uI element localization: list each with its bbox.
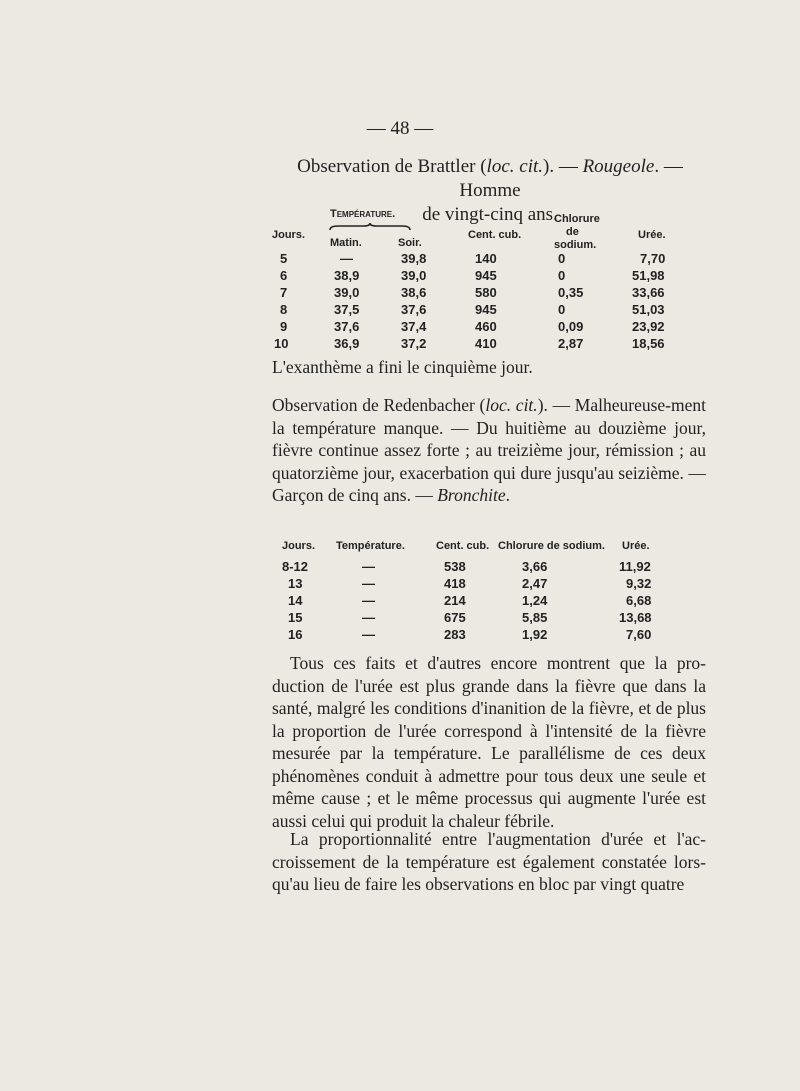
t2-r2-chlorure: 1,24 (522, 593, 548, 608)
t1-r4-cent: 460 (475, 319, 497, 334)
t1-header-chlorure-1: Chlorure (554, 213, 600, 225)
obs2-disease: Bronchite (437, 485, 506, 505)
t2-header-temperature: Température. (336, 540, 405, 552)
t1-header-soir: Soir. (398, 237, 422, 249)
t1-r0-soir: 39,8 (401, 251, 427, 266)
t2-r4-chlorure: 1,92 (522, 627, 548, 642)
t2-header-jours: Jours. (282, 540, 316, 552)
t1-r3-matin: 37,5 (334, 302, 360, 317)
t2-r1-jour: 13 (288, 576, 303, 591)
obs2-text-c: . (505, 485, 510, 505)
t2-r2-cent: 214 (444, 593, 466, 608)
t1-header-jours: Jours. (272, 229, 306, 241)
t1-r5-cent: 410 (475, 336, 497, 351)
t2-r4-temp: — (362, 627, 375, 642)
t1-r0-jour: 5 (280, 251, 288, 266)
t2-header-uree: Urée. (622, 540, 650, 552)
t1-r2-chlorure: 0,35 (558, 285, 584, 300)
paragraph-proport-text: La proportionnalité entre l'augmentation d'urée et l'ac-croissement de la température est également constatée lors-qu'au lieu de faire les observations en bloc par vingt quatre (272, 829, 706, 894)
t1-r2-cent: 580 (475, 285, 497, 300)
t1-r3-cent: 945 (475, 302, 497, 317)
t2-r3-uree: 13,68 (619, 610, 652, 625)
table-1 (270, 205, 710, 355)
t2-r4-jour: 16 (288, 627, 303, 642)
obs1-disease: Rougeole (582, 156, 655, 177)
paragraph-tous-ces-faits (272, 652, 706, 832)
t1-r3-uree: 51,03 (632, 302, 665, 317)
t1-r1-soir: 39,0 (401, 268, 427, 283)
t2-r0-uree: 11,92 (619, 559, 651, 574)
obs2-loc-cit: loc. cit. (485, 395, 538, 415)
t1-r5-uree: 18,56 (632, 336, 665, 351)
t1-header-temperature: Température. (330, 208, 396, 220)
t1-header-cent-cub: Cent. cub. (468, 229, 522, 241)
t2-r4-uree: 7,60 (626, 627, 652, 642)
t1-r4-soir: 37,4 (401, 319, 427, 334)
t1-r4-uree: 23,92 (632, 319, 665, 334)
obs1-text-b: ). — (543, 156, 583, 177)
t2-r1-chlorure: 2,47 (522, 576, 548, 591)
obs2-text-a: Observation de Redenbacher ( (272, 395, 486, 415)
t2-r2-temp: — (362, 593, 375, 608)
obs2-text-b: ). — Malheureuse-ment la température manque. — Du huitième au douzième jour, fièvre continue assez forte ; au treizième jour, rémission ; au quatorzième jour, exacerbation qui dure jusqu'au seizième. — Garçon de cinq ans. — (272, 395, 707, 505)
t1-header-chlorure-2: de (566, 226, 579, 238)
observation-2-paragraph (272, 394, 706, 507)
t2-header-cent-cub: Cent. cub. (436, 540, 490, 552)
table-2 (270, 540, 710, 640)
paragraph-proportionnalite (272, 828, 706, 896)
t2-r3-jour: 15 (288, 610, 303, 625)
t1-r0-uree: 7,70 (640, 251, 666, 266)
t1-r4-matin: 37,6 (334, 319, 360, 334)
t2-r0-jour: 8-12 (282, 559, 309, 574)
observation-1-title-line1 (270, 155, 710, 203)
t2-r1-temp: — (362, 576, 375, 591)
t1-r0-chlorure: 0 (558, 251, 566, 266)
t1-r2-soir: 38,6 (401, 285, 427, 300)
page-number: — 48 — (366, 118, 434, 139)
t1-r2-matin: 39,0 (334, 285, 360, 300)
t1-r4-jour: 9 (280, 319, 288, 334)
t1-r4-chlorure: 0,09 (558, 319, 584, 334)
t2-r4-cent: 283 (444, 627, 466, 642)
t1-temperature-brace (328, 222, 412, 232)
t1-header-chlorure-3: sodium. (554, 239, 597, 251)
obs1-text-c: . — Homme (459, 156, 683, 201)
t1-r0-matin: — (340, 251, 353, 266)
exanthem-note: L'exanthème a fini le cinquième jour. (272, 357, 533, 377)
t2-r3-chlorure: 5,85 (522, 610, 548, 625)
obs1-text-a: Observation de Brattler ( (297, 156, 487, 177)
t2-header-chlorure: Chlorure de sodium. (498, 540, 605, 552)
t2-r3-temp: — (362, 610, 375, 625)
paragraph-tous-text: Tous ces faits et d'autres encore montrent que la pro-duction de l'urée est plus grande dans la fièvre que dans la santé, malgré les conditions d'inanition de la fièvre, et de plus la proportion de l'urée correspond à l'intensité de la fièvre mesurée par la température. Le parallélisme de ces deux phénomènes conduit à admettre pour tous deux une seule et même cause ; et le même processus qui augmente l'urée est aussi celui qui produit la chaleur fébrile. (272, 653, 706, 831)
t1-r1-matin: 38,9 (334, 268, 360, 283)
t1-r5-chlorure: 2,87 (558, 336, 584, 351)
t2-r0-chlorure: 3,66 (522, 559, 548, 574)
t1-header-uree: Urée. (638, 229, 666, 241)
t1-r5-matin: 36,9 (334, 336, 360, 351)
t2-r0-temp: — (362, 559, 375, 574)
t2-r1-uree: 9,32 (626, 576, 652, 591)
t1-r3-soir: 37,6 (401, 302, 427, 317)
t1-r2-uree: 33,66 (632, 285, 665, 300)
t1-r5-soir: 37,2 (401, 336, 427, 351)
t2-r3-cent: 675 (444, 610, 466, 625)
t1-r2-jour: 7 (280, 285, 288, 300)
t1-header-matin: Matin. (330, 237, 362, 249)
t1-r0-cent: 140 (475, 251, 497, 266)
observation-1-title-line2: de vingt-cinq ans. (422, 204, 558, 225)
t1-r1-chlorure: 0 (558, 268, 566, 283)
obs1-loc-cit: loc. cit. (486, 156, 543, 177)
t1-r3-chlorure: 0 (558, 302, 566, 317)
t2-r0-cent: 538 (444, 559, 466, 574)
t1-r5-jour: 10 (274, 336, 289, 351)
t1-r1-cent: 945 (475, 268, 497, 283)
t2-r2-uree: 6,68 (626, 593, 652, 608)
t2-r2-jour: 14 (288, 593, 303, 608)
t1-r3-jour: 8 (280, 302, 288, 317)
t1-r1-uree: 51,98 (632, 268, 665, 283)
t2-r1-cent: 418 (444, 576, 466, 591)
t1-r1-jour: 6 (280, 268, 288, 283)
